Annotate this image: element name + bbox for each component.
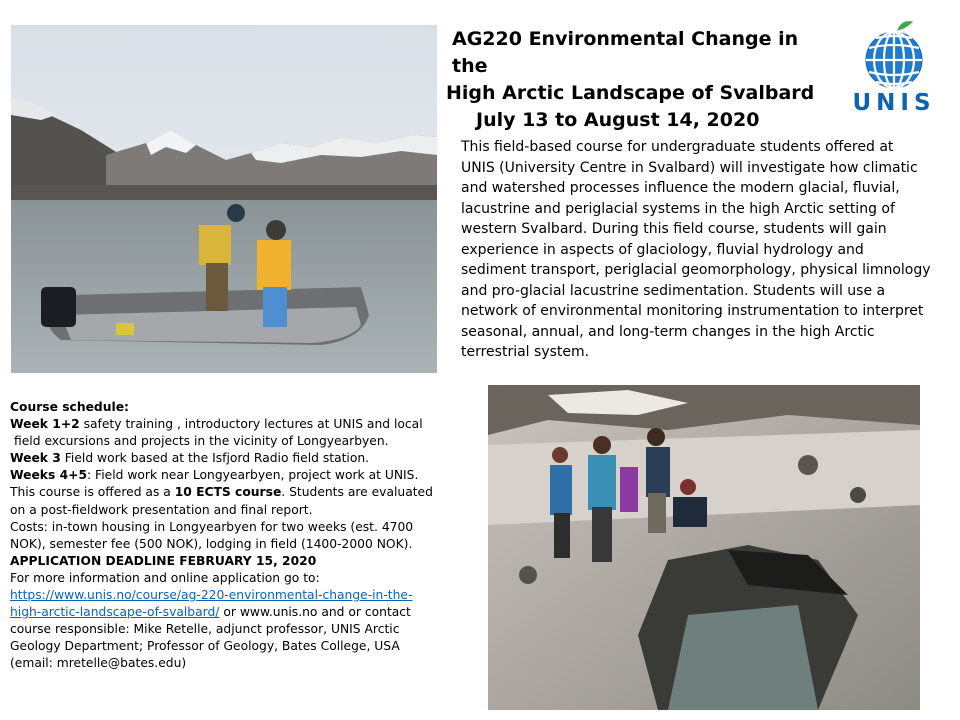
schedule-heading: Course schedule: [10,400,129,414]
glacier-photo [488,385,920,710]
week12-text-cont: field excursions and projects in the vicinity of Longyearbyen. [14,434,389,449]
ects-pre: This course is offered as a [10,485,175,500]
course-title [436,26,826,134]
ects-credits: 10 ECTS course [174,485,282,500]
title-line-2: High Arctic Landscape of Svalbard [446,82,815,104]
course-description: This field-based course for undergraduate students offered at UNIS (University Centre in Svalbard) will investigate how climatic and watershed processes influence the modern glacial, fluvial, lacustrine and periglacial systems in the high Arctic setting of western Svalbard. During this field course, students will gain experience in aspects of glaciology, fluvial hydrology and sediment transport, periglacial geomorphology, physical limnology and pro-glacial lacustrine sedimentation. Students will use a network of environmental monitoring instrumentation to interpret seasonal, annual, and long-term changes in the high Arctic terrestrial system. [461,139,931,360]
week45-label: Weeks 4+5 [10,468,87,483]
course-link[interactable]: https://www.unis.no/course/ag-220-environmental-change-in-the- [10,588,413,603]
ects-line2: on a post-fieldwork presentation and final report. [10,502,313,517]
course-dates: July 13 to August 14, 2020 [476,109,760,131]
costs-line1: Costs: in-town housing in Longyearbyen for two weeks (est. 4700 [10,519,414,534]
course-link-cont[interactable]: high-arctic-landscape-of-svalbard/ [10,605,220,620]
contact-line1: course responsible: Mike Retelle, adjunct professor, UNIS Arctic [10,622,400,637]
week12-label: Week 1+2 [10,417,80,432]
globe-icon [838,18,950,92]
application-deadline: APPLICATION DEADLINE FEBRUARY 15, 2020 [10,553,317,568]
course-schedule [10,399,450,673]
week3-label: Week 3 [10,451,61,466]
week45-text: : Field work near Longyearbyen, project work at UNIS. [87,468,419,483]
unis-logo [838,18,950,116]
after-link-text: or www.unis.no and or contact [219,605,411,620]
contact-email: (email: mretelle@bates.edu) [10,656,187,671]
contact-line2: Geology Department; Professor of Geology, Bates College, USA [10,639,400,654]
ects-post: . Students are evaluated [281,485,433,500]
info-line: For more information and online application go to: [10,570,320,585]
title-line-1: AG220 Environmental Change in the [452,28,799,77]
costs-line2: NOK), semester fee (500 NOK), lodging in field (1400-2000 NOK). [10,536,413,551]
week12-text: safety training , introductory lectures at UNIS and local [79,417,423,432]
boat-photo [11,25,437,373]
logo-text: UNIS [852,90,936,116]
week3-text: Field work based at the Isfjord Radio field station. [60,451,370,466]
